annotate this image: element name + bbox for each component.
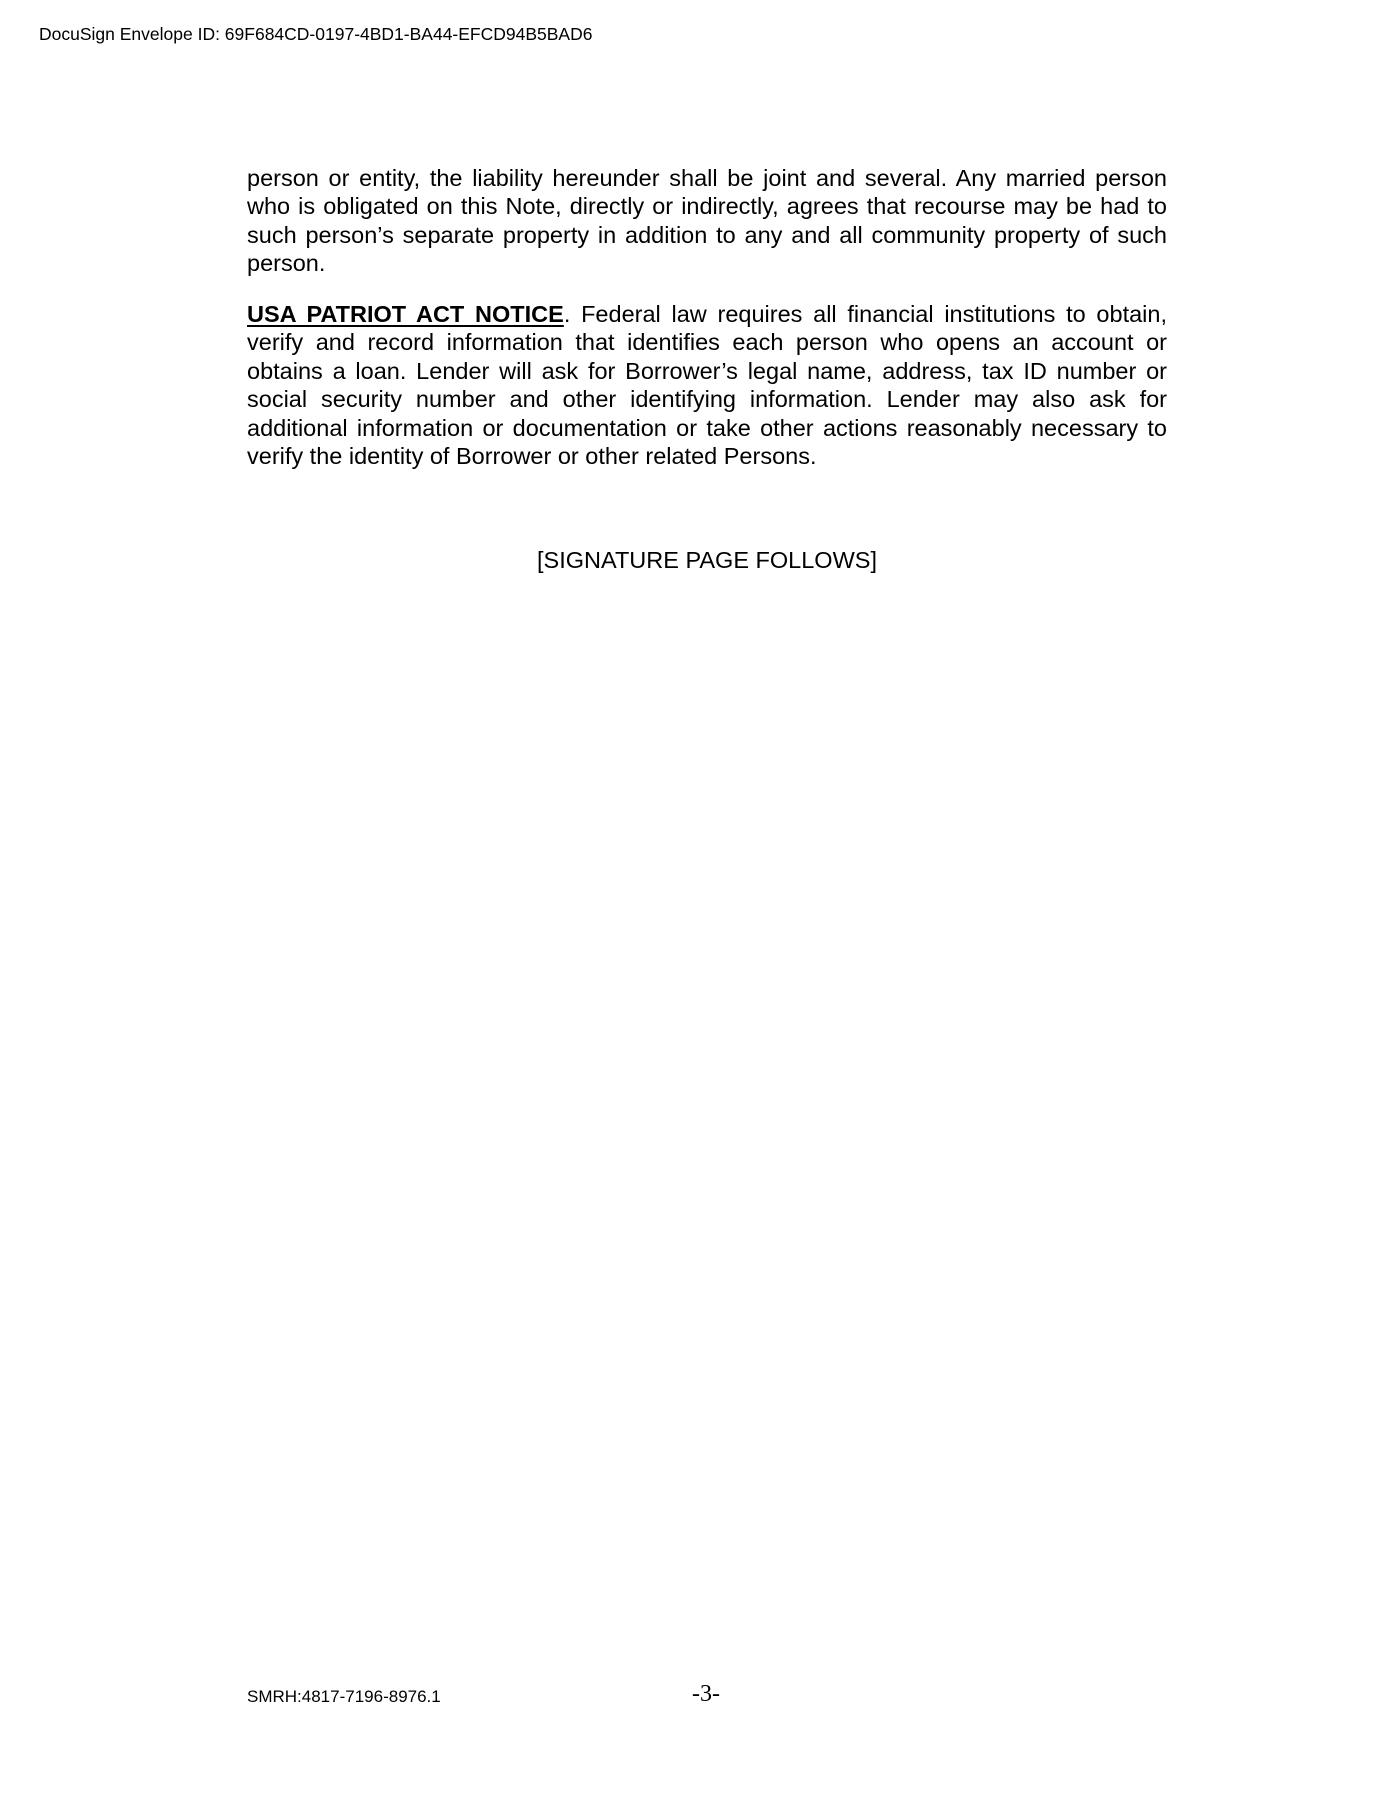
- signature-page-follows: [SIGNATURE PAGE FOLLOWS]: [537, 547, 877, 573]
- patriot-act-paragraph: [247, 300, 1167, 470]
- patriot-act-text: . Federal law requires all financial institutions to obtain, verify and record information that identifies each person who opens an account or obtains a loan. Lender will ask for Borrower’s legal name, address, tax ID number or social security number and other identifying information. Lender may also ask for additional information or documentation or take other actions reasonably necessary to verify the identity of Borrower or other related Persons.: [247, 301, 1167, 470]
- docusign-envelope-id: DocuSign Envelope ID: 69F684CD-0197-4BD1-BA44-EFCD94B5BAD6: [39, 24, 593, 44]
- page-number: -3-: [692, 1681, 720, 1707]
- liability-paragraph: person or entity, the liability hereunder shall be joint and several. Any married person who is obligated on this Note, directly or indirectly, agrees that recourse may be had to such person’s separate property in addition to any and all community property of such person.: [247, 165, 1167, 277]
- document-number: SMRH:4817-7196-8976.1: [247, 1687, 441, 1706]
- patriot-act-heading: USA PATRIOT ACT NOTICE: [247, 301, 564, 327]
